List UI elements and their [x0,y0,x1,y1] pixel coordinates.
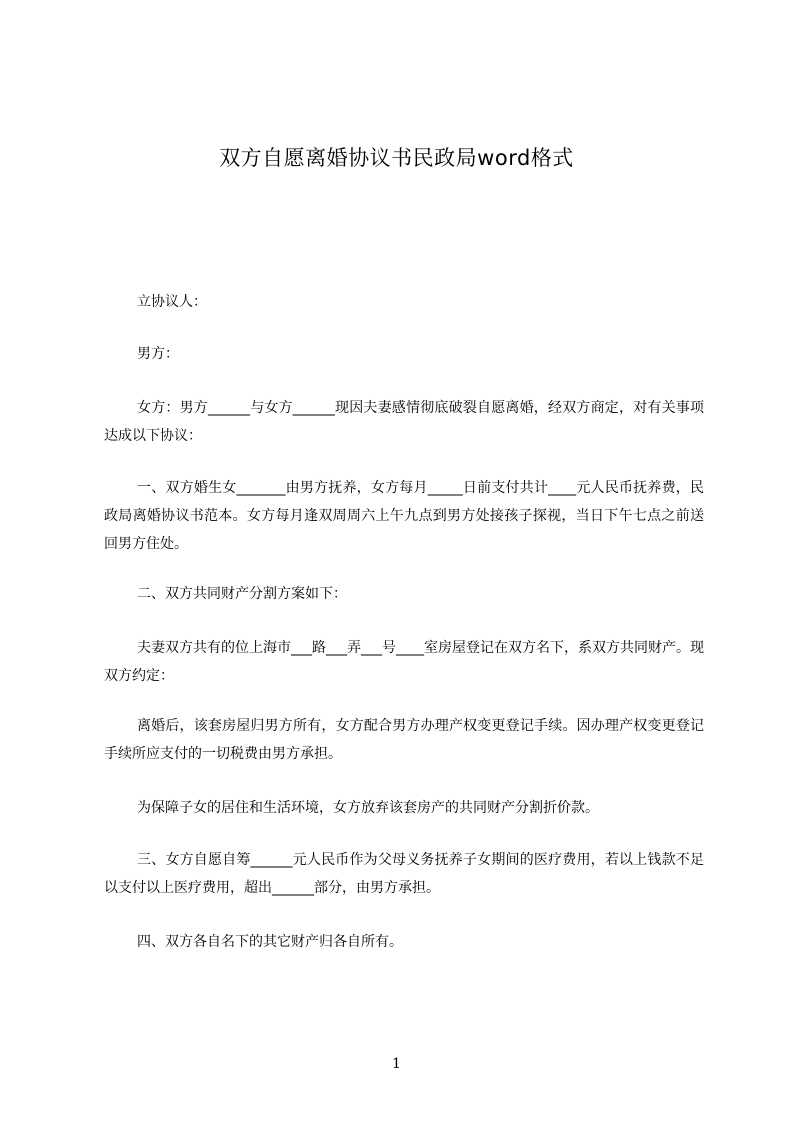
paragraph-house-ownership: 离婚后，该套房屋归男方所有，女方配合男方办理产权变更登记手续。因办理产权变更登记手续所应支付的一切税费由男方承担。 [104,718,704,762]
page-number: 1 [392,1056,401,1072]
paragraph-property: 夫妻双方共有的位上海市___路___弄___号____室房屋登记在双方名下，系双方共同财产。现双方约定： [104,640,704,684]
paragraph-male-party: 男方： [137,346,179,362]
document-title: 双方自愿离婚协议书民政局word格式 [219,146,574,170]
paragraph-clause-1: 一、双方婚生女_______由男方抚养，女方每月_____日前支付共计____元人民币抚养费，民政局离婚协议书范本。女方每月逢双周周六上午九点到男方处接孩子探视，当日下午七点之前送回男方住处。 [104,480,704,552]
paragraph-parties: 立协议人： [137,294,207,310]
paragraph-waiver: 为保障子女的居住和生活环境，女方放弃该套房产的共同财产分割折价款。 [137,800,599,816]
paragraph-clause-4: 四、双方各自名下的其它财产归各自所有。 [137,934,403,950]
paragraph-clause-2-heading: 二、双方共同财产分割方案如下： [137,586,347,602]
paragraph-female-party: 女方：男方______与女方______现因夫妻感情彻底破裂自愿离婚，经双方商定，对有关事项达成以下协议： [104,400,704,444]
paragraph-clause-3: 三、女方自愿自筹______元人民币作为父母义务抚养子女期间的医疗费用，若以上钱款不足以支付以上医疗费用，超出______部分，由男方承担。 [104,852,704,896]
